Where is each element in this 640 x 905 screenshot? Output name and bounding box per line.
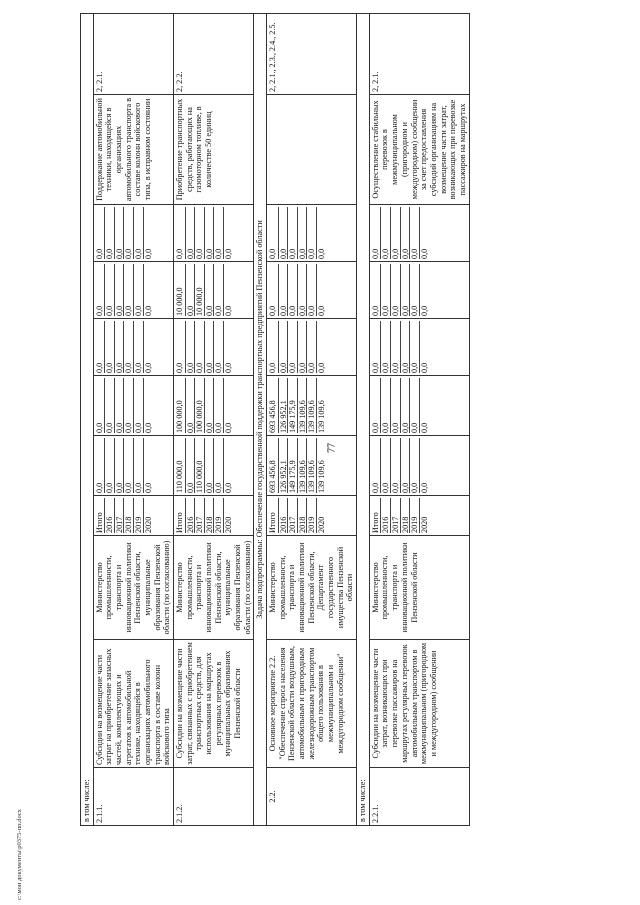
value-c4-2: 0,0	[114, 264, 124, 316]
value-c3-5: 0,0	[143, 321, 153, 373]
value-c4-0: 0,0	[268, 305, 278, 316]
value-years-2: 2017	[114, 498, 124, 533]
task-row	[254, 13, 267, 825]
value-c4-5: 0,0	[419, 264, 429, 316]
value-c2-1: 0,0	[185, 378, 195, 433]
value-c5-4: 0,0	[409, 207, 419, 259]
value-c4-4: 0,0	[213, 264, 223, 316]
expected-result	[267, 95, 357, 205]
value-c3-1: 0,0	[185, 321, 195, 373]
value-years-5: 2020	[316, 498, 326, 533]
value-c5-3: 0,0	[123, 207, 133, 259]
value-c1-4: 139 109,6	[306, 438, 316, 493]
value-c2-2: 0,0	[390, 378, 400, 433]
note-row-top	[81, 13, 94, 825]
value-c3-0: 0,0	[268, 362, 278, 373]
measure-executor: Министерство промышленности, транспорта и инновационной политики Пензенской области	[369, 536, 469, 640]
value-c5-4: 0,0	[213, 207, 223, 259]
value-c3-0: 0,0	[175, 362, 185, 373]
funding-regional	[369, 376, 469, 436]
value-c2-0: 0,0	[370, 422, 380, 433]
value-c3-5: 0,0	[419, 321, 429, 373]
value-c1-0: 693 456,8	[268, 460, 278, 493]
value-c4-3: 0,0	[400, 264, 410, 316]
value-c1-2: 110 000,0	[194, 438, 204, 493]
value-years-0: Итого	[94, 512, 104, 533]
value-c4-1: 0,0	[104, 264, 114, 316]
value-c4-2: 0,0	[390, 264, 400, 316]
value-c3-1: 0,0	[278, 321, 288, 373]
value-years-0: Итого	[370, 512, 380, 533]
value-c2-2: 100 000,0	[194, 378, 204, 433]
funding-other	[93, 205, 173, 262]
value-c2-3: 139 109,6	[297, 378, 307, 433]
value-c1-3: 0,0	[400, 438, 410, 493]
funding-federal	[267, 319, 357, 376]
indicator-ref: 2, 2.1.	[93, 13, 173, 94]
value-c4-5: 0,0	[223, 264, 233, 316]
value-c2-3: 0,0	[123, 378, 133, 433]
funding-total	[93, 436, 173, 496]
value-c4-3: 0,0	[204, 264, 214, 316]
funding-local	[93, 262, 173, 319]
value-c1-3: 139 109,6	[297, 438, 307, 493]
value-c4-5: 0,0	[143, 264, 153, 316]
value-c5-0: 0,0	[268, 248, 278, 259]
value-c2-0: 693 456,8	[268, 400, 278, 433]
value-c5-2: 0,0	[194, 207, 204, 259]
value-c2-5: 139 109,6	[316, 378, 326, 433]
value-years-5: 2020	[143, 498, 153, 533]
value-c4-1: 0,0	[278, 264, 288, 316]
value-c2-5: 0,0	[223, 378, 233, 433]
value-years-4: 2019	[213, 498, 223, 533]
value-c4-0: 0,0	[94, 305, 104, 316]
task-text: Задача подпрограммы: Обеспечение государственной поддержки транспортных предприятий Пензенской области	[254, 13, 267, 825]
value-c1-0: 110 000,0	[175, 460, 185, 493]
value-c2-0: 0,0	[94, 422, 104, 433]
year-column	[93, 496, 173, 536]
value-c5-3: 0,0	[400, 207, 410, 259]
year-column	[267, 496, 357, 536]
value-c2-4: 0,0	[409, 378, 419, 433]
value-c1-3: 0,0	[204, 438, 214, 493]
value-c2-1: 0,0	[104, 378, 114, 433]
note-text: в том числе:	[81, 13, 94, 825]
value-c5-1: 0,0	[380, 207, 390, 259]
value-years-5: 2020	[419, 498, 429, 533]
table-row-2-1-2	[174, 13, 254, 825]
value-c1-2: 0,0	[114, 438, 124, 493]
value-years-2: 2017	[194, 498, 204, 533]
value-c4-0: 10 000,0	[175, 287, 185, 316]
value-years-4: 2019	[306, 498, 316, 533]
value-years-1: 2016	[278, 498, 288, 533]
value-c4-3: 0,0	[297, 264, 307, 316]
value-years-4: 2019	[409, 498, 419, 533]
measure-executor: Министерство промышленности, транспорта и инновационной политики Пензенской области, муниципальные образования Пензенской области (по согласованию)	[93, 536, 173, 640]
table-row-2-1-1	[93, 13, 173, 825]
value-c3-4: 0,0	[133, 321, 143, 373]
value-c4-2: 10 000,0	[194, 264, 204, 316]
expected-result: Осуществление стабильных перевозок в межмуниципальном (пригородном и междугородном) сообщении за счет предоставления субсидий организациям на возмещение части затрат, возникающих при перевозке пассажиров на маршрутах	[369, 95, 469, 205]
value-c3-3: 0,0	[123, 321, 133, 373]
measure-number: 2.2.1.	[369, 768, 469, 826]
value-c5-5: 0,0	[316, 207, 326, 259]
value-years-2: 2017	[390, 498, 400, 533]
funding-local	[267, 262, 357, 319]
value-years-3: 2018	[123, 498, 133, 533]
footer-wrap	[16, 809, 76, 902]
value-c5-5: 0,0	[419, 207, 429, 259]
funding-federal	[174, 319, 254, 376]
value-years-3: 2018	[400, 498, 410, 533]
funding-total	[369, 436, 469, 496]
value-c5-5: 0,0	[143, 207, 153, 259]
value-c3-5: 0,0	[223, 321, 233, 373]
value-c1-5: 0,0	[143, 438, 153, 493]
value-c5-2: 0,0	[390, 207, 400, 259]
value-years-3: 2018	[204, 498, 214, 533]
indicator-ref: 2, 2.1.	[369, 13, 469, 94]
value-c1-1: 0,0	[380, 438, 390, 493]
funding-other	[369, 205, 469, 262]
value-years-2: 2017	[287, 498, 297, 533]
value-c3-5: 0,0	[316, 321, 326, 373]
program-measures-table	[80, 13, 470, 826]
measure-number: 2.2.	[267, 768, 357, 826]
funding-local	[174, 262, 254, 319]
value-c2-0: 100 000,0	[175, 400, 185, 433]
value-c5-0: 0,0	[370, 248, 380, 259]
value-c2-2: 149 175,9	[287, 378, 297, 433]
value-c5-2: 0,0	[114, 207, 124, 259]
value-c2-4: 0,0	[133, 378, 143, 433]
measure-description: Субсидии на возмещение части затрат на приобретение запасных частей, комплектующих и агрегатов к автомобильной технике, находящейся в организациях автомобильного транспорта в составе колонн войскового типа	[93, 640, 173, 768]
value-c2-1: 0,0	[380, 378, 390, 433]
indicator-ref: 2, 2.2.	[174, 13, 254, 94]
value-c5-3: 0,0	[297, 207, 307, 259]
measure-description: Субсидии на возмещение части затрат, возникающих при перевозке пассажиров на маршрутах регулярных перевозок автомобильным транспортом в межмуниципальном (пригородном и междугородном) сообщении	[369, 640, 469, 768]
value-c3-0: 0,0	[370, 362, 380, 373]
value-c1-5: 139 109,6	[316, 438, 326, 493]
value-c5-5: 0,0	[223, 207, 233, 259]
indicator-ref: 2, 2.1., 2.3., 2.4., 2.5.	[267, 13, 357, 94]
value-years-0: Итого	[175, 512, 185, 533]
value-c2-5: 0,0	[419, 378, 429, 433]
year-column	[174, 496, 254, 536]
funding-regional	[174, 376, 254, 436]
footer-path: c:\мои документы\р0375-пп.docx	[16, 809, 23, 900]
funding-regional	[93, 376, 173, 436]
value-c3-2: 0,0	[114, 321, 124, 373]
value-c3-3: 0,0	[297, 321, 307, 373]
value-c3-2: 0,0	[390, 321, 400, 373]
measure-number: 2.1.2.	[174, 768, 254, 826]
value-c1-5: 0,0	[223, 438, 233, 493]
value-years-1: 2016	[104, 498, 114, 533]
value-c4-1: 0,0	[185, 264, 195, 316]
value-c2-4: 0,0	[213, 378, 223, 433]
value-c1-2: 0,0	[390, 438, 400, 493]
table-row-2-2	[267, 13, 357, 825]
value-c3-1: 0,0	[380, 321, 390, 373]
value-c3-0: 0,0	[94, 362, 104, 373]
measure-description: Основное мероприятие 2.2. "Обеспечение спроса населения Пензенской области воздушным, автомобильным и пригородным железнодорожным транспортом общего пользования в межмуниципальном и междугородном сообщении"	[267, 640, 357, 768]
value-years-1: 2016	[380, 498, 390, 533]
value-c3-1: 0,0	[104, 321, 114, 373]
funding-total	[267, 436, 357, 496]
value-c1-1: 0,0	[104, 438, 114, 493]
note-text: в том числе:	[357, 13, 370, 825]
rotated-page	[80, 22, 640, 826]
funding-other	[174, 205, 254, 262]
value-c1-3: 0,0	[123, 438, 133, 493]
value-years-5: 2020	[223, 498, 233, 533]
measure-executor: Министерство промышленности, транспорта и инновационной политики Пензенской области, муниципальные образования Пензенской области (по согласованию)	[174, 536, 254, 640]
value-c5-0: 0,0	[94, 248, 104, 259]
value-c1-5: 0,0	[419, 438, 429, 493]
value-c3-4: 0,0	[409, 321, 419, 373]
value-c2-2: 0,0	[114, 378, 124, 433]
value-years-4: 2019	[133, 498, 143, 533]
value-c4-4: 0,0	[409, 264, 419, 316]
expected-result: Поддержание автомобильной техники, находящейся в организациях автомобильного транспорта в составе колонн войскового типа, в исправном состоянии	[93, 95, 173, 205]
value-c4-4: 0,0	[306, 264, 316, 316]
value-c1-4: 0,0	[409, 438, 419, 493]
value-c4-0: 0,0	[370, 305, 380, 316]
value-c2-5: 0,0	[143, 378, 153, 433]
funding-regional	[267, 376, 357, 436]
value-c3-4: 0,0	[213, 321, 223, 373]
value-c1-2: 149 175,9	[287, 438, 297, 493]
value-c4-2: 0,0	[287, 264, 297, 316]
value-c5-2: 0,0	[287, 207, 297, 259]
value-c5-3: 0,0	[204, 207, 214, 259]
value-c5-0: 0,0	[175, 248, 185, 259]
funding-federal	[93, 319, 173, 376]
value-c2-3: 0,0	[204, 378, 214, 433]
value-years-3: 2018	[297, 498, 307, 533]
page-number: 77	[326, 443, 338, 453]
measure-executor: Министерство промышленности, транспорта и инновационной политики Пензенской области, Департамент государственного имущества Пензенской области	[267, 536, 357, 640]
note-row-mid	[357, 13, 370, 825]
value-c1-4: 0,0	[213, 438, 223, 493]
value-c1-0: 0,0	[370, 482, 380, 493]
value-c3-2: 0,0	[194, 321, 204, 373]
value-c1-1: 0,0	[185, 438, 195, 493]
expected-result: Приобретение транспортных средств, работающих на газомоторном топливе, в количестве 50 единиц	[174, 95, 254, 205]
value-c1-0: 0,0	[94, 482, 104, 493]
value-c5-1: 0,0	[185, 207, 195, 259]
value-c5-1: 0,0	[104, 207, 114, 259]
funding-other	[267, 205, 357, 262]
value-years-0: Итого	[268, 512, 278, 533]
value-c2-3: 0,0	[400, 378, 410, 433]
table-row-2-2-1	[369, 13, 469, 825]
value-c3-3: 0,0	[204, 321, 214, 373]
value-years-1: 2016	[185, 498, 195, 533]
funding-federal	[369, 319, 469, 376]
value-c4-4: 0,0	[133, 264, 143, 316]
value-c5-4: 0,0	[133, 207, 143, 259]
value-c2-4: 139 109,6	[306, 378, 316, 433]
measure-description: Субсидии на возмещение части затрат, связанных с приобретением транспортных средств, для использования на маршрутах регулярных перевозок в муниципальных образованиях Пензенской области	[174, 640, 254, 768]
funding-local	[369, 262, 469, 319]
value-c2-1: 126 952,1	[278, 378, 288, 433]
value-c3-4: 0,0	[306, 321, 316, 373]
value-c4-1: 0,0	[380, 264, 390, 316]
value-c5-1: 0,0	[278, 207, 288, 259]
value-c4-3: 0,0	[123, 264, 133, 316]
value-c1-4: 0,0	[133, 438, 143, 493]
value-c5-4: 0,0	[306, 207, 316, 259]
funding-total	[174, 436, 254, 496]
value-c4-5: 0,0	[316, 264, 326, 316]
value-c1-1: 126 952,1	[278, 438, 288, 493]
value-c3-3: 0,0	[400, 321, 410, 373]
year-column	[369, 496, 469, 536]
measure-number: 2.1.1.	[93, 768, 173, 826]
value-c3-2: 0,0	[287, 321, 297, 373]
